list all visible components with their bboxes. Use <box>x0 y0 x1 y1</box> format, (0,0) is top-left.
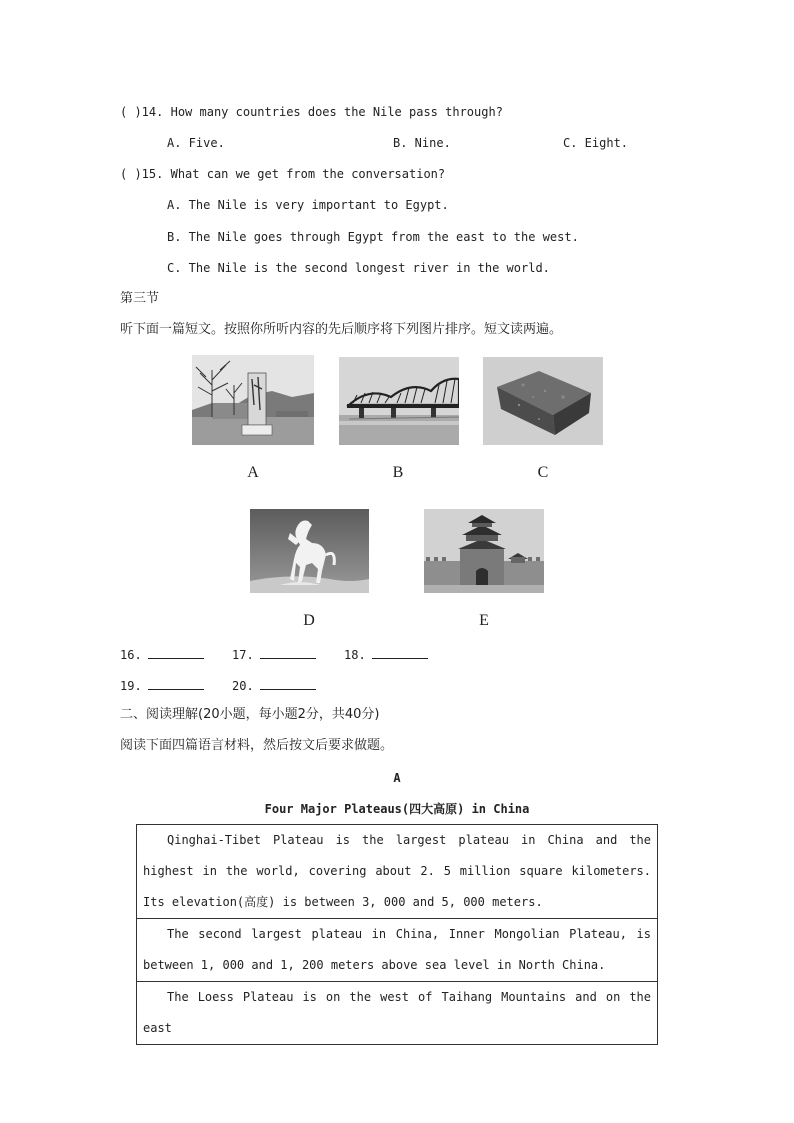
picture-label-e: E <box>479 612 489 629</box>
table-row <box>137 982 658 1045</box>
question-15 <box>120 166 445 182</box>
option-15a: A. The Nile is very important to Egypt. <box>167 198 449 212</box>
answer-row-2 <box>232 677 316 694</box>
monument-landscape-icon <box>192 355 314 445</box>
blank-label: 18. <box>344 648 366 662</box>
answer-blank-17[interactable] <box>260 646 316 659</box>
answer-row-1 <box>232 646 316 663</box>
passage-title: Four Major Plateaus(四大高原) in China <box>264 802 530 816</box>
question-text: What can we get from the conversation? <box>170 167 446 181</box>
picture-c <box>483 357 603 445</box>
passage-table <box>136 824 658 1045</box>
table-row <box>137 919 658 982</box>
option-14a: A. Five. <box>167 136 225 150</box>
passage-paragraph: The second largest plateau in China, Inner Mongolian Plateau, is between 1, 000 and 1, 200 meters above sea level in North China. <box>137 919 658 982</box>
table-row <box>137 825 658 919</box>
question-prefix: ( )14. <box>120 105 164 119</box>
answer-row-2 <box>120 677 204 694</box>
option-14c: C. Eight. <box>563 136 629 150</box>
section-heading: 第三节 <box>120 291 160 306</box>
answer-blank-20[interactable] <box>260 677 316 690</box>
passage-paragraph: Qinghai-Tibet Plateau is the largest plateau in China and the highest in the world, covering about 2. 5 million square kilometers. Its elevation(高度) is between 3, 000 and 5, 000 meters. <box>137 825 658 919</box>
section-instruction: 听下面一篇短文。按照你所听内容的先后顺序将下列图片排序。短文读两遍。 <box>120 322 563 337</box>
picture-b <box>339 357 459 445</box>
part-heading: 二、阅读理解(20小题，每小题2分，共40分) <box>120 707 380 722</box>
picture-label-d: D <box>303 612 315 629</box>
blank-label: 17. <box>232 648 254 662</box>
question-14 <box>120 104 503 120</box>
answer-row-1 <box>120 646 204 663</box>
blank-label: 20. <box>232 679 254 693</box>
picture-d <box>250 509 369 593</box>
picture-label-a: A <box>247 464 259 481</box>
part-instruction: 阅读下面四篇语言材料，然后按文后要求做题。 <box>120 738 394 753</box>
picture-e <box>424 509 544 593</box>
answer-blank-19[interactable] <box>148 677 204 690</box>
blank-label: 16. <box>120 648 142 662</box>
option-15c: C. The Nile is the second longest river in the world. <box>167 261 550 275</box>
answer-blank-16[interactable] <box>148 646 204 659</box>
picture-a <box>192 355 314 445</box>
answer-row-1 <box>344 646 428 663</box>
passage-paragraph: The Loess Plateau is on the west of Taihang Mountains and on the east <box>137 982 658 1045</box>
horse-statue-icon <box>250 509 369 593</box>
steel-bridge-icon <box>339 357 459 445</box>
brick-icon <box>483 357 603 445</box>
picture-label-b: B <box>392 464 404 481</box>
passage-letter: A <box>393 771 401 785</box>
option-15b: B. The Nile goes through Egypt from the east to the west. <box>167 230 579 244</box>
fortress-gate-icon <box>424 509 544 593</box>
picture-label-c: C <box>537 464 549 481</box>
answer-blank-18[interactable] <box>372 646 428 659</box>
question-prefix: ( )15. <box>120 167 164 181</box>
option-14b: B. Nine. <box>393 136 451 150</box>
blank-label: 19. <box>120 679 142 693</box>
question-text: How many countries does the Nile pass through? <box>170 105 503 119</box>
